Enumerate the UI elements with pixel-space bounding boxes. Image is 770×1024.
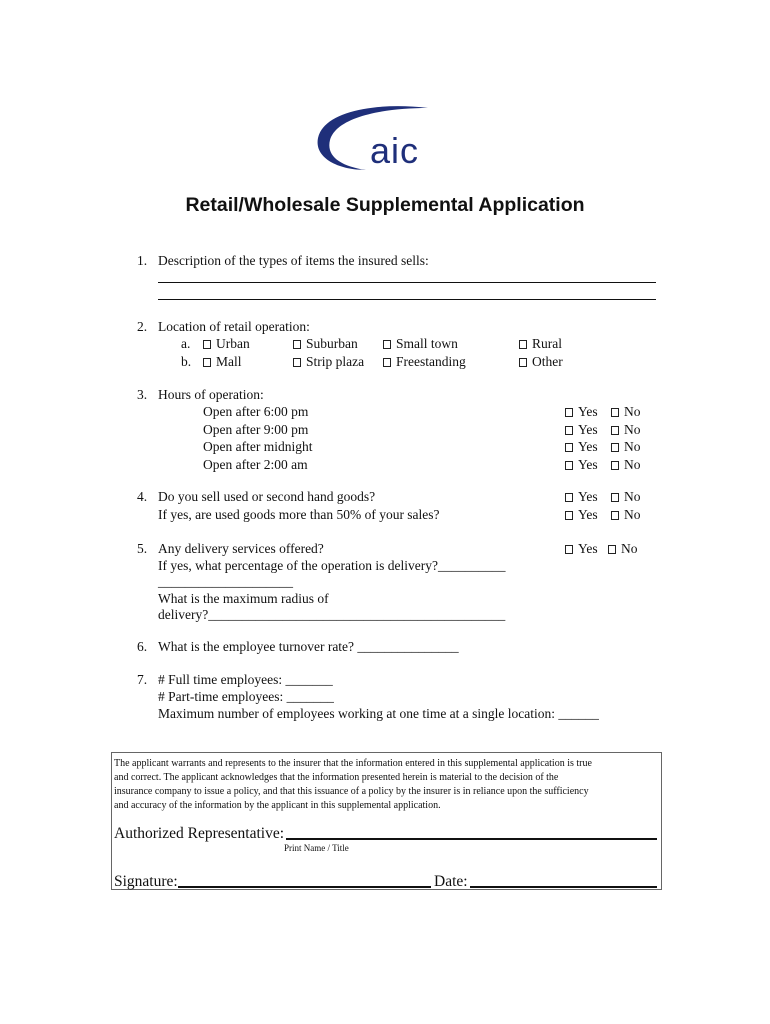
q2-row-a-letter: a. <box>181 336 191 351</box>
q4-line-2: If yes, are used goods more than 50% of your sales? <box>158 507 440 522</box>
declaration-text-2: and correct. The applicant acknowledges that the information presented herein is material to the decision of the <box>114 772 559 783</box>
checkbox-icon[interactable] <box>565 461 573 470</box>
q3-item-3: Open after midnight <box>203 439 313 454</box>
checkbox-icon[interactable] <box>383 358 391 367</box>
q5-line-4: What is the maximum radius of <box>158 591 329 606</box>
checkbox-icon[interactable] <box>565 493 573 502</box>
aic-logo <box>310 100 450 180</box>
date-field[interactable] <box>470 886 657 888</box>
checkbox-icon[interactable] <box>565 545 573 554</box>
declaration-text-4: and accuracy of the information by the applicant in this supplemental application. <box>114 800 441 811</box>
q4-line-1: Do you sell used or second hand goods? <box>158 489 376 504</box>
q5-line-3[interactable]: ____________________ <box>158 574 293 589</box>
q1-answer-line-2[interactable] <box>158 299 656 300</box>
signature-label: Signature: <box>114 873 178 890</box>
no-option[interactable]: No <box>611 456 641 473</box>
q4-number: 4. <box>137 489 148 504</box>
option-rural[interactable]: Rural <box>519 335 562 352</box>
q5-line-1: Any delivery services offered? <box>158 541 324 556</box>
declaration-text-1: The applicant warrants and represents to the insurer that the information entered in this supplemental application is true <box>114 758 592 769</box>
declaration-box <box>111 752 662 890</box>
q5-line-5[interactable]: delivery?____________________________________________ <box>158 607 506 622</box>
option-freestanding[interactable]: Freestanding <box>383 353 466 370</box>
checkbox-icon[interactable] <box>383 340 391 349</box>
q1-answer-line-1[interactable] <box>158 282 656 283</box>
q2-label: Location of retail operation: <box>158 319 310 334</box>
q5-line-2[interactable]: If yes, what percentage of the operation is delivery?__________ <box>158 558 506 573</box>
option-other[interactable]: Other <box>519 353 563 370</box>
checkbox-icon[interactable] <box>519 358 527 367</box>
date-label: Date: <box>434 873 468 890</box>
logo-text: aic <box>370 130 420 171</box>
option-suburban[interactable]: Suburban <box>293 335 358 352</box>
declaration-text-3: insurance company to issue a policy, and that this issuance of a policy by the insurer is in reliance upon the sufficiency <box>114 786 589 797</box>
checkbox-icon[interactable] <box>293 358 301 367</box>
q7-line-1[interactable]: # Full time employees: _______ <box>158 672 333 687</box>
checkbox-icon[interactable] <box>611 408 619 417</box>
no-option[interactable]: No <box>611 403 641 420</box>
no-option[interactable]: No <box>611 421 641 438</box>
q6-number: 6. <box>137 639 148 654</box>
option-mall[interactable]: Mall <box>203 353 242 370</box>
checkbox-icon[interactable] <box>293 340 301 349</box>
yes-option[interactable]: Yes <box>565 488 598 505</box>
q7-line-3[interactable]: Maximum number of employees working at one time at a single location: ______ <box>158 706 599 721</box>
yes-option[interactable]: Yes <box>565 421 598 438</box>
yes-option[interactable]: Yes <box>565 438 598 455</box>
q7-line-2[interactable]: # Part-time employees: _______ <box>158 689 334 704</box>
print-name-label: Print Name / Title <box>284 843 349 853</box>
checkbox-icon[interactable] <box>565 408 573 417</box>
yes-option[interactable]: Yes <box>565 540 598 557</box>
q1-number: 1. <box>137 253 148 268</box>
no-option[interactable]: No <box>611 438 641 455</box>
authorized-rep-label: Authorized Representative: <box>114 825 285 842</box>
checkbox-icon[interactable] <box>611 443 619 452</box>
no-option[interactable]: No <box>611 488 641 505</box>
no-option[interactable]: No <box>611 506 641 523</box>
q3-item-1: Open after 6:00 pm <box>203 404 309 419</box>
q2-row-b-letter: b. <box>181 354 192 369</box>
page-title: Retail/Wholesale Supplemental Application <box>185 194 585 216</box>
q1-label: Description of the types of items the insured sells: <box>158 253 429 268</box>
checkbox-icon[interactable] <box>519 340 527 349</box>
yes-option[interactable]: Yes <box>565 506 598 523</box>
signature-field[interactable] <box>178 886 431 888</box>
no-option[interactable]: No <box>608 540 638 557</box>
checkbox-icon[interactable] <box>608 545 616 554</box>
authorized-rep-field[interactable] <box>286 838 657 840</box>
q6-label[interactable]: What is the employee turnover rate? _______________ <box>158 639 459 654</box>
q3-item-4: Open after 2:00 am <box>203 457 308 472</box>
q3-number: 3. <box>137 387 148 402</box>
checkbox-icon[interactable] <box>565 426 573 435</box>
checkbox-icon[interactable] <box>565 443 573 452</box>
q3-label: Hours of operation: <box>158 387 264 402</box>
checkbox-icon[interactable] <box>203 358 211 367</box>
checkbox-icon[interactable] <box>203 340 211 349</box>
option-small-town[interactable]: Small town <box>383 335 458 352</box>
option-strip-plaza[interactable]: Strip plaza <box>293 353 364 370</box>
q2-number: 2. <box>137 319 148 334</box>
yes-option[interactable]: Yes <box>565 456 598 473</box>
option-urban[interactable]: Urban <box>203 335 250 352</box>
checkbox-icon[interactable] <box>611 426 619 435</box>
checkbox-icon[interactable] <box>611 511 619 520</box>
checkbox-icon[interactable] <box>611 493 619 502</box>
checkbox-icon[interactable] <box>611 461 619 470</box>
q3-item-2: Open after 9:00 pm <box>203 422 309 437</box>
q7-number: 7. <box>137 672 148 687</box>
q5-number: 5. <box>137 541 148 556</box>
yes-option[interactable]: Yes <box>565 403 598 420</box>
checkbox-icon[interactable] <box>565 511 573 520</box>
